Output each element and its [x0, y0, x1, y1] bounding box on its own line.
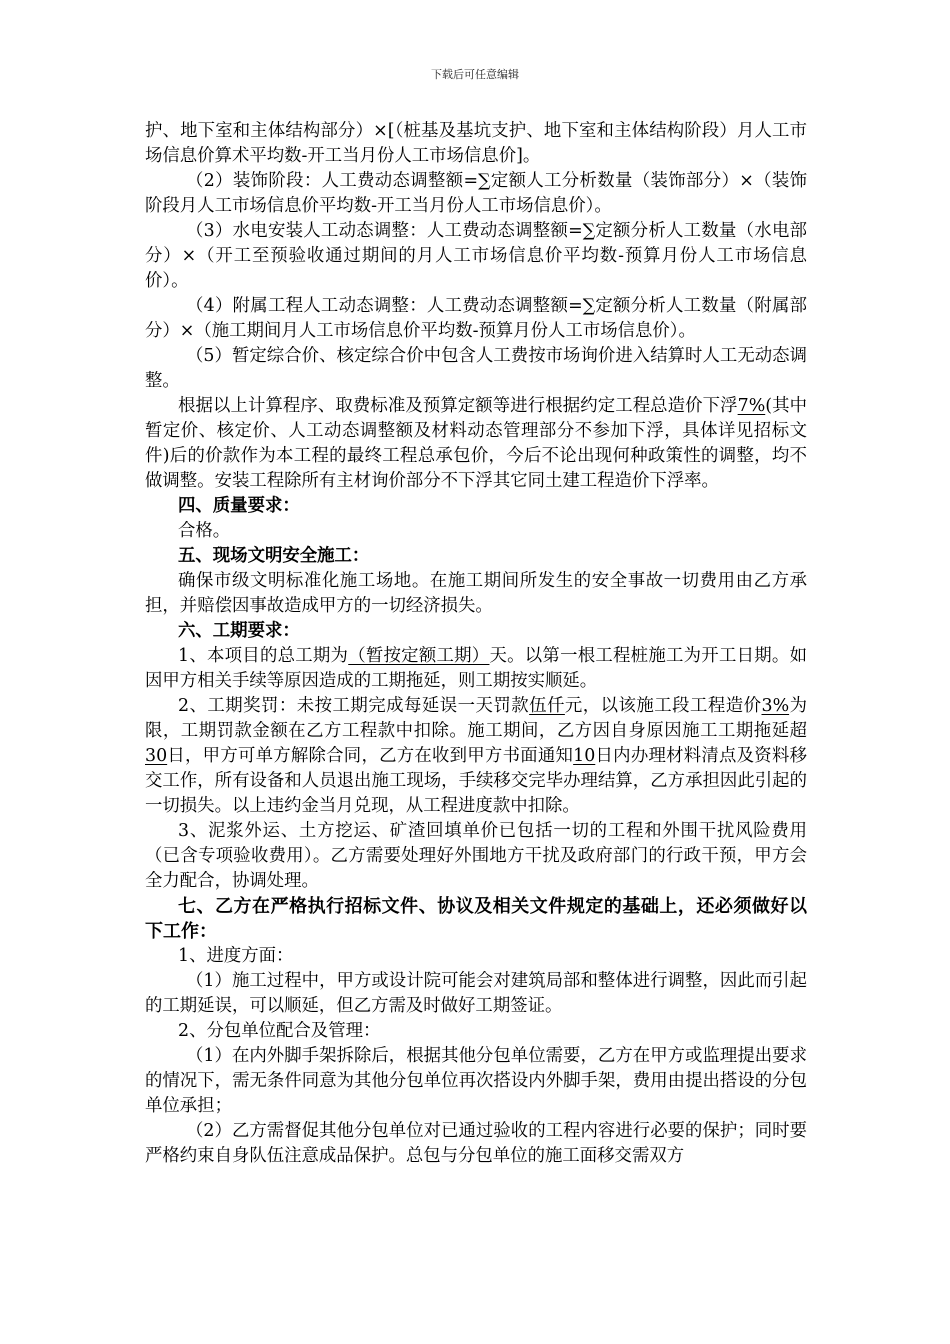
- underlined-value: （暂按定额工期）: [348, 646, 490, 666]
- paragraph: （3）水电安装人工动态调整：人工费动态调整额=∑定额分析人工数量（水电部分）×（开工至预验收通过期间的月人工市场信息价平均数-预算月份人工市场信息价）。: [145, 221, 807, 291]
- paragraph: 1、本项目的总工期为（暂按定额工期）天。以第一根工程桩施工为开工日期。如因甲方相关手续等原因造成的工期拖延，则工期按实顺延。: [145, 646, 807, 691]
- page-header: 下载后可任意编辑: [431, 68, 519, 81]
- section-heading: 四、质量要求：: [178, 496, 300, 516]
- paragraph: （4）附属工程人工动态调整：人工费动态调整额=∑定额分析人工数量（附属部分）×（施工期间月人工市场信息价平均数-预算月份人工市场信息价）。: [145, 296, 807, 341]
- paragraph: 确保市级文明标准化施工场地。在施工期间所发生的安全事故一切费用由乙方承担，并赔偿因事故造成甲方的一切经济损失。: [145, 571, 807, 616]
- section-heading: 七、乙方在严格执行招标文件、协议及相关文件规定的基础上，还必须做好以下工作：: [145, 896, 807, 942]
- paragraph: （1）施工过程中，甲方或设计院可能会对建筑局部和整体进行调整，因此而引起的工期延误，可以顺延，但乙方需及时做好工期签证。: [145, 971, 807, 1016]
- paragraph: （1）在内外脚手架拆除后，根据其他分包单位需要，乙方在甲方或监理提出要求的情况下，需无条件同意为其他分包单位再次搭设内外脚手架，费用由提出搭设的分包单位承担；: [145, 1046, 807, 1116]
- paragraph: 护、地下室和主体结构部分）×[（桩基及基坑支护、地下室和主体结构阶段）月人工市场信息价算术平均数-开工当月份人工市场信息价]。: [145, 121, 807, 166]
- underlined-value: 伍仟: [529, 696, 565, 716]
- underlined-value: 30: [145, 746, 168, 766]
- paragraph: 根据以上计算程序、取费标准及预算定额等进行根据约定工程总造价下浮7%(其中暂定价、核定价、人工动态调整额及材料动态管理部分不参加下浮，具体详见招标文件)后的价款作为本工程的最终工程总承包价，今后不论出现何种政策性的调整，均不做调整。安装工程除所有主材询价部分不下浮其它同土建工程造价下浮率。: [145, 396, 807, 491]
- section-heading: 六、工期要求：: [178, 621, 300, 641]
- paragraph: 2、分包单位配合及管理：: [178, 1021, 381, 1041]
- paragraph: （2）装饰阶段：人工费动态调整额=∑定额人工分析数量（装饰部分）×（装饰阶段月人工市场信息价平均数-开工当月份人工市场信息价）。: [145, 171, 807, 216]
- section-heading: 五、现场文明安全施工：: [178, 546, 370, 566]
- underlined-value: 3%: [761, 696, 790, 716]
- paragraph: 2、工期奖罚：未按工期完成每延误一天罚款伍仟元，以该施工段工程造价3%为限，工期罚款金额在乙方工程款中扣除。施工期间，乙方因自身原因施工工期拖延超30日，甲方可单方解除合同，乙方在收到甲方书面通知10日内办理材料清点及资料移交工作，所有设备和人员退出施工现场，手续移交完毕办理结算，乙方承担因此引起的一切损失。以上违约金当月兑现，从工程进度款中扣除。: [145, 696, 807, 816]
- paragraph: 合格。: [178, 521, 231, 541]
- paragraph: （5）暂定综合价、核定综合价中包含人工费按市场询价进入结算时人工无动态调整。: [145, 346, 807, 391]
- underlined-value: 10: [573, 746, 596, 766]
- paragraph: （2）乙方需督促其他分包单位对已通过验收的工程内容进行必要的保护；同时要严格约束自身队伍注意成品保护。总包与分包单位的施工面移交需双方: [145, 1121, 807, 1166]
- underlined-value: 7%: [737, 396, 766, 416]
- paragraph: 3、泥浆外运、土方挖运、矿渣回填单价已包括一切的工程和外围干扰风险费用（已含专项验收费用）。乙方需要处理好外围地方干扰及政府部门的行政干预，甲方会全力配合，协调处理。: [145, 821, 807, 891]
- paragraph: 1、进度方面：: [178, 946, 294, 966]
- document-body: [145, 119, 807, 1169]
